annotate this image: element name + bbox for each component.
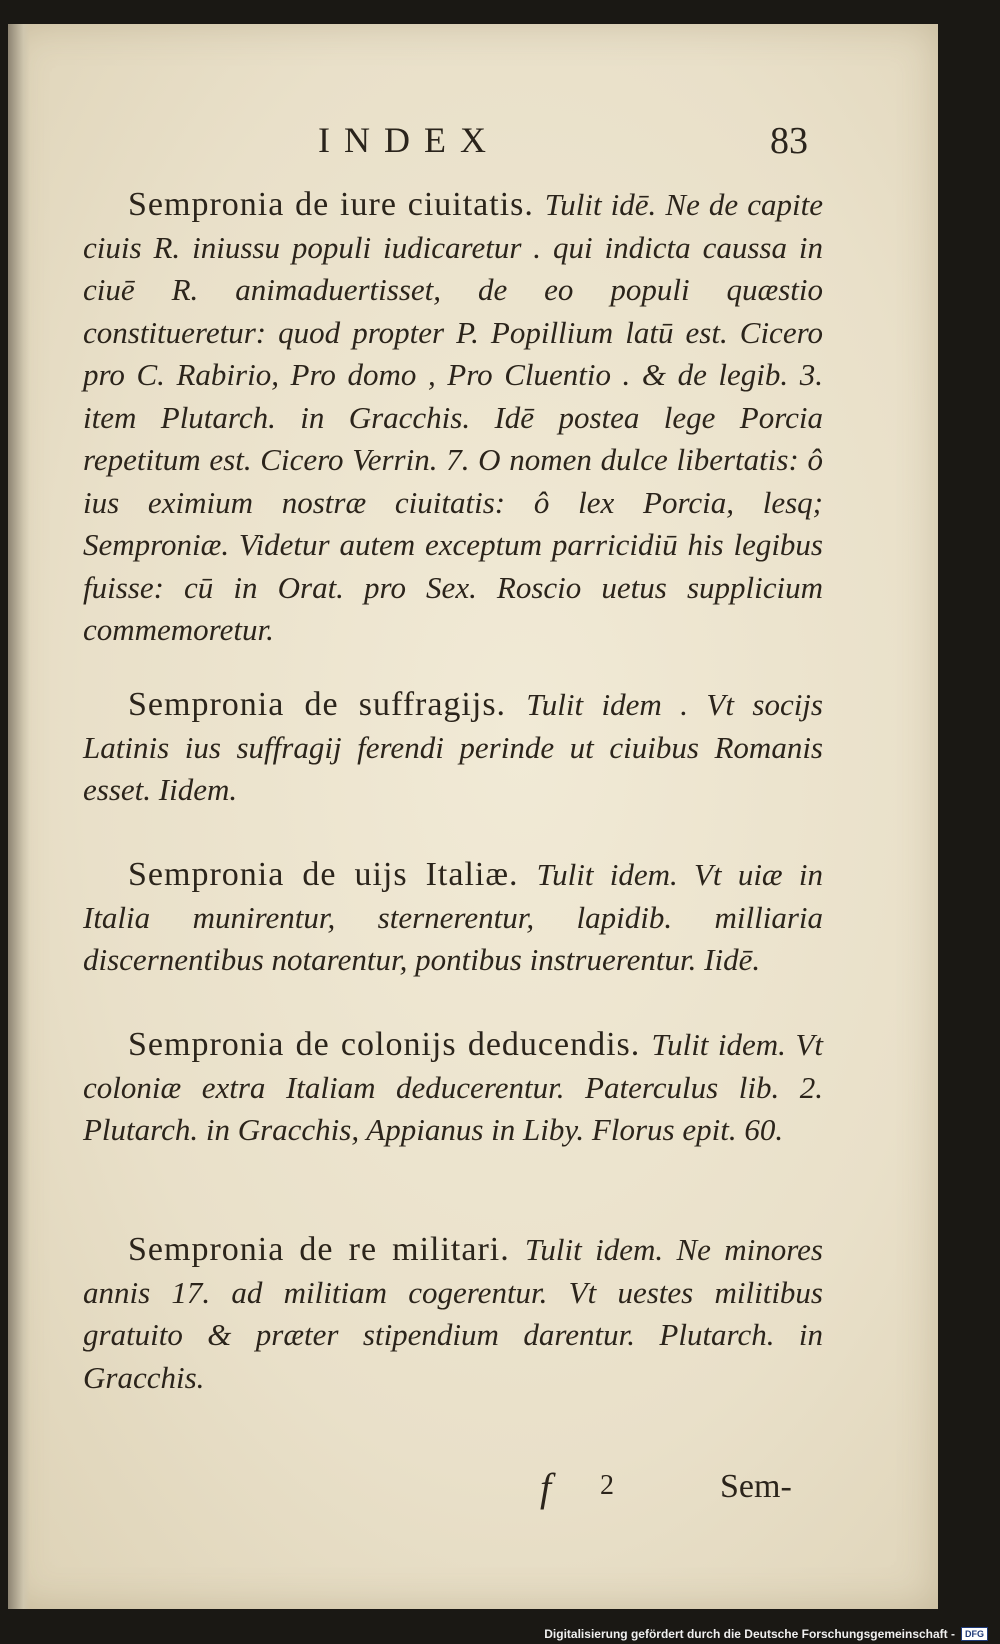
index-entry (83, 854, 823, 982)
book-page (8, 24, 938, 1609)
entry-text: Tulit idē. Ne de capite ciuis R. iniussu populi iudicaretur . qui indicta caussa in ciuē R. animaduertisset, de eo populi quæstio constitueretur: quod propter P. Popillium latū est. Cicero pro C. Rabirio, Pro domo , Pro Cluentio . & de legib. 3. item Plutarch. in Gracchis. Idē postea lege Porcia repetitum est. Cicero Verrin. 7. O nomen dulce libertatis: ô ius eximium nostræ ciuitatis: ô lex Porcia, lesq; Semproniæ. Videtur autem exceptum parricidiū his legibus fuisse: cū in Orat. pro Sex. Roscio uetus supplicium commemoretur. (83, 187, 823, 647)
running-title: INDEX (318, 120, 500, 160)
entry-heading: Sempronia de re militari. (128, 1231, 525, 1268)
index-entry (83, 1229, 823, 1399)
index-entry (83, 684, 823, 812)
index-entry (83, 184, 823, 652)
entry-text: Tulit idem . Vt socijs Latinis ius suffragij ferendi perinde ut ciuibus Romanis esset. Iidem. (83, 687, 823, 807)
signature-mark: f (540, 1465, 552, 1510)
entry-text: Tulit idem. Ne minores annis 17. ad militiam cogerentur. Vt uestes militibus gratuito & præter stipendium darentur. Plutarch. in Gracchis. (83, 1232, 823, 1395)
catchword: Sem- (720, 1468, 792, 1505)
entry-heading: Sempronia de iure ciuitatis. (128, 186, 545, 223)
credit-text: Digitalisierung gefördert durch die Deutsche Forschungsgemeinschaft - (544, 1627, 955, 1641)
entry-heading: Sempronia de colonijs deducendis. (128, 1026, 652, 1063)
entry-text: Tulit idem. Vt uiæ in Italia munirentur, sternerentur, lapidib. milliaria discernentibus notarentur, pontibus instruerentur. Iidē. (83, 857, 823, 977)
dfg-logo: DFG (961, 1627, 988, 1641)
page-number: 83 (770, 120, 808, 162)
page-header (8, 119, 938, 179)
index-entry (83, 1024, 823, 1152)
page-footer (8, 1464, 938, 1514)
binding-gutter (8, 24, 30, 1609)
signature-number: 2 (600, 1470, 614, 1501)
entry-heading: Sempronia de suffragijs. (128, 686, 527, 723)
digitization-credit (544, 1627, 988, 1641)
entry-text: Tulit idem. Vt coloniæ extra Italiam deducerentur. Paterculus lib. 2. Plutarch. in Gracchis, Appianus in Liby. Florus epit. 60. (83, 1027, 823, 1147)
entry-heading: Sempronia de uijs Italiæ. (128, 856, 537, 893)
